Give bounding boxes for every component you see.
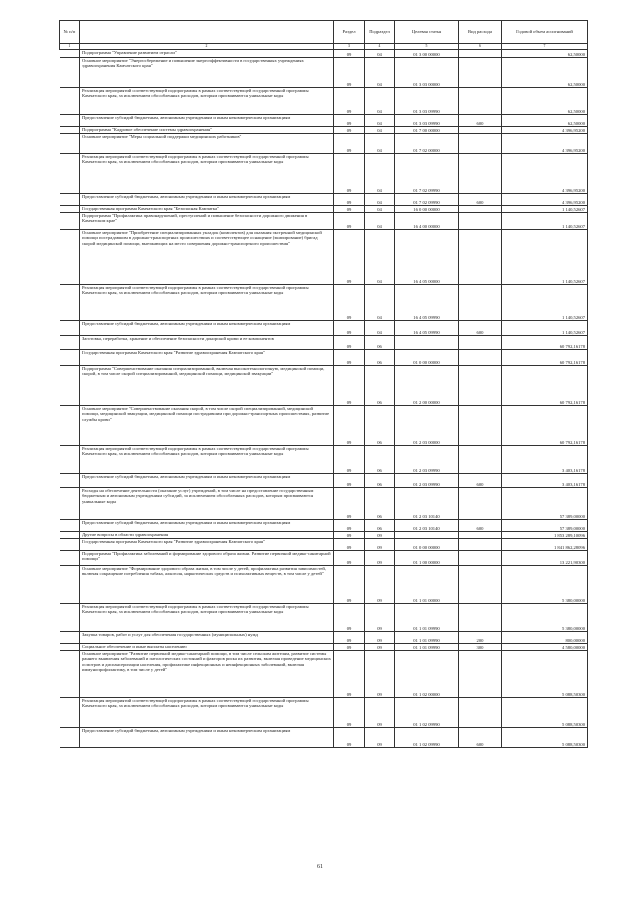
row-subsection: 04 <box>365 321 395 336</box>
row-section: 09 <box>334 488 365 520</box>
row-section: 09 <box>334 406 365 446</box>
budget-table-sheet <box>59 20 587 748</box>
row-expense-type <box>459 406 502 446</box>
row-section: 09 <box>334 728 365 748</box>
row-subsection: 06 <box>365 366 395 406</box>
row-subsection: 06 <box>365 520 395 532</box>
blank-cell <box>60 698 80 728</box>
row-target-article: 01 3 00 00000 <box>395 50 459 58</box>
header-number: № п/п <box>60 21 80 44</box>
table-row <box>60 50 588 58</box>
row-section: 09 <box>334 566 365 604</box>
row-amount: 3 403,16178 <box>502 446 588 474</box>
row-name: Реализация мероприятий соответствующей подпрограммы в рамках соответствующей государственной программы Камчатского края, за исключением обособленных расходов, которым присваиваются уникальные коды <box>80 698 334 728</box>
row-expense-type: 600 <box>459 728 502 748</box>
row-subsection: 04 <box>365 127 395 134</box>
row-subsection: 09 <box>365 632 395 644</box>
table-row <box>60 728 588 748</box>
table-row <box>60 58 588 88</box>
row-expense-type <box>459 154 502 194</box>
row-target-article: 01 3 03 09990 <box>395 115 459 127</box>
blank-cell <box>60 520 80 532</box>
row-expense-type <box>459 336 502 350</box>
row-target-article: 01 7 02 09990 <box>395 154 459 194</box>
row-expense-type <box>459 566 502 604</box>
table-row <box>60 488 588 520</box>
row-amount: 60 792,16178 <box>502 350 588 366</box>
row-expense-type <box>459 213 502 230</box>
row-section: 09 <box>334 551 365 566</box>
blank-cell <box>60 50 80 58</box>
row-target-article: 01 2 00 00000 <box>395 366 459 406</box>
row-amount: 1 841 862,28096 <box>502 539 588 551</box>
row-amount: 13 221,90300 <box>502 551 588 566</box>
row-subsection: 06 <box>365 336 395 350</box>
row-expense-type <box>459 488 502 520</box>
row-amount: 4 396,95200 <box>502 127 588 134</box>
blank-cell <box>60 230 80 285</box>
row-expense-type <box>459 134 502 154</box>
row-name: Основное мероприятие "Меры социальной поддержки медицинских работников" <box>80 134 334 154</box>
table-row <box>60 206 588 213</box>
row-subsection: 04 <box>365 58 395 88</box>
header-target-article: Целевая статья <box>395 21 459 44</box>
blank-cell <box>60 350 80 366</box>
row-target-article: 01 7 02 00000 <box>395 134 459 154</box>
row-amount: 60 792,16178 <box>502 406 588 446</box>
row-expense-type <box>459 532 502 539</box>
row-amount: 1 140,52607 <box>502 206 588 213</box>
blank-cell <box>60 134 80 154</box>
blank-cell <box>60 551 80 566</box>
row-target-article: 01 1 02 00000 <box>395 651 459 698</box>
row-amount: 5 380,00000 <box>502 604 588 632</box>
row-target-article: 01 1 02 09990 <box>395 728 459 748</box>
row-expense-type <box>459 230 502 285</box>
row-section: 09 <box>334 539 365 551</box>
table-row <box>60 127 588 134</box>
row-target-article: 01 1 01 09990 <box>395 644 459 651</box>
row-subsection: 06 <box>365 474 395 488</box>
blank-cell <box>60 539 80 551</box>
row-section: 09 <box>334 532 365 539</box>
blank-cell <box>60 366 80 406</box>
row-target-article: 01 2 03 10140 <box>395 488 459 520</box>
row-expense-type <box>459 604 502 632</box>
row-section: 09 <box>334 194 365 206</box>
row-target-article: 01 1 02 09990 <box>395 698 459 728</box>
row-amount: 1 140,52607 <box>502 285 588 321</box>
row-section: 09 <box>334 366 365 406</box>
row-name: Подпрограмма "Кадровое обеспечение системы здравоохранения" <box>80 127 334 134</box>
row-section: 09 <box>334 446 365 474</box>
row-section: 09 <box>334 134 365 154</box>
row-subsection: 06 <box>365 406 395 446</box>
row-target-article: 01 2 03 10140 <box>395 520 459 532</box>
budget-allocation-table <box>59 20 588 748</box>
row-subsection: 04 <box>365 285 395 321</box>
row-name: Социальное обеспечение и иные выплаты населению <box>80 644 334 651</box>
column-number: 7 <box>502 44 588 50</box>
page-number: 61 <box>317 864 323 870</box>
blank-cell <box>60 88 80 115</box>
row-target-article: 16 4 05 09990 <box>395 285 459 321</box>
row-name: Подпрограмма "Управление развитием отрасли" <box>80 50 334 58</box>
row-target-article: 01 3 03 09990 <box>395 88 459 115</box>
row-name: Основное мероприятие "Формирование здорового образа жизни, в том числе у детей, профилактика развития зависимостей, включая сокращение потребления табака, алкоголя, наркотических средств и психоактивных веществ, в том числе у детей" <box>80 566 334 604</box>
row-target-article: 16 4 05 09990 <box>395 321 459 336</box>
row-amount: 5 380,00000 <box>502 566 588 604</box>
row-name: Государственная программа Камчатского края "Безопасная Камчатка" <box>80 206 334 213</box>
row-name: Подпрограмма "Профилактика заболеваний и формирование здорового образа жизни. Развитие первичной медико-санитарной помощи" <box>80 551 334 566</box>
row-section: 09 <box>334 154 365 194</box>
blank-cell <box>60 285 80 321</box>
header-name <box>80 21 334 44</box>
row-section: 09 <box>334 604 365 632</box>
row-section: 09 <box>334 321 365 336</box>
row-subsection: 04 <box>365 154 395 194</box>
column-number: 1 <box>60 44 80 50</box>
column-number: 4 <box>365 44 395 50</box>
row-target-article: 01 7 02 09990 <box>395 194 459 206</box>
row-target-article: 01 1 01 09990 <box>395 632 459 644</box>
table-row <box>60 651 588 698</box>
row-target-article: 01 1 01 00000 <box>395 566 459 604</box>
row-section: 09 <box>334 644 365 651</box>
table-row <box>60 539 588 551</box>
table-row <box>60 474 588 488</box>
blank-cell <box>60 604 80 632</box>
row-amount: 5 088,50300 <box>502 698 588 728</box>
row-expense-type <box>459 698 502 728</box>
row-target-article: 01 1 01 09990 <box>395 604 459 632</box>
row-expense-type: 600 <box>459 520 502 532</box>
row-target-article: 01 1 00 00000 <box>395 551 459 566</box>
row-name: Предоставление субсидий бюджетным, автономным учреждениям и иным некоммерческим организациям <box>80 520 334 532</box>
header-subsection: Подраздел <box>365 21 395 44</box>
row-name: Реализация мероприятий соответствующей подпрограммы в рамках соответствующей государственной программы Камчатского края, за исключением обособленных расходов, которым присваиваются уникальные коды <box>80 154 334 194</box>
table-row <box>60 336 588 350</box>
row-expense-type: 600 <box>459 321 502 336</box>
blank-cell <box>60 206 80 213</box>
row-name: Подпрограмма "Профилактика правонарушений, преступлений и повышение безопасности дорожного движения в Камчатском крае" <box>80 213 334 230</box>
row-amount: 1 140,52607 <box>502 230 588 285</box>
row-expense-type <box>459 50 502 58</box>
row-name: Реализация мероприятий соответствующей подпрограммы в рамках соответствующей государственной программы Камчатского края, за исключением обособленных расходов, которым присваиваются уникальные коды <box>80 446 334 474</box>
table-row <box>60 115 588 127</box>
table-row <box>60 446 588 474</box>
row-amount: 62,50000 <box>502 58 588 88</box>
row-subsection: 04 <box>365 115 395 127</box>
row-amount: 62,50000 <box>502 115 588 127</box>
blank-cell <box>60 474 80 488</box>
row-expense-type <box>459 350 502 366</box>
row-expense-type: 600 <box>459 474 502 488</box>
row-name: Государственная программа Камчатского края "Развитие здравоохранения Камчатского края" <box>80 539 334 551</box>
row-section: 09 <box>334 115 365 127</box>
row-section: 09 <box>334 213 365 230</box>
blank-cell <box>60 127 80 134</box>
row-expense-type <box>459 651 502 698</box>
row-section: 09 <box>334 336 365 350</box>
row-section: 09 <box>334 474 365 488</box>
row-expense-type <box>459 366 502 406</box>
row-expense-type: 200 <box>459 632 502 644</box>
row-subsection: 04 <box>365 206 395 213</box>
row-amount: 60 792,16178 <box>502 366 588 406</box>
row-subsection: 06 <box>365 446 395 474</box>
row-target-article <box>395 336 459 350</box>
blank-cell <box>60 728 80 748</box>
row-section: 09 <box>334 88 365 115</box>
blank-cell <box>60 406 80 446</box>
column-number: 5 <box>395 44 459 50</box>
table-body <box>60 50 588 748</box>
blank-cell <box>60 532 80 539</box>
row-name: Основное мероприятие "Совершенствование оказания скорой, в том числе скорой специализированной, медицинской помощи, медицинской эвакуации, медицинской помощи пострадавшим при дорожно-транспортных происшествиях, развитие службы крови" <box>80 406 334 446</box>
row-section: 09 <box>334 651 365 698</box>
row-amount: 4 396,95200 <box>502 194 588 206</box>
row-section: 09 <box>334 350 365 366</box>
row-name: Основное мероприятие "Приобретение специализированных укладок (комплектов) для оказания экстренной медицинской помощи пострадавшим в дорожно-транспортных происшествиях и соответствующее оснащение (экипирование) бригад скорой медицинской помощи, выезжающих на место совершения дорожно-транспортного происшествия" <box>80 230 334 285</box>
table-row <box>60 698 588 728</box>
row-name: Основное мероприятие "Развитие первичной медико-санитарной помощи, в том числе сельским жителям, развитие системы раннего выявления заболеваний и патологических состояний и факторов риска их развития, включая проведение медицинских осмотров и диспансеризации населения, профилактике инфекционных и неинфекционных заболеваний, включая иммунопрофилактику, в том числе у детей" <box>80 651 334 698</box>
row-section: 09 <box>334 58 365 88</box>
row-amount: 5 088,50300 <box>502 651 588 698</box>
row-amount: 4 396,95200 <box>502 154 588 194</box>
blank-cell <box>60 115 80 127</box>
row-subsection: 09 <box>365 698 395 728</box>
row-name: Предоставление субсидий бюджетным, автономным учреждениям и иным некоммерческим организациям <box>80 474 334 488</box>
row-expense-type <box>459 58 502 88</box>
row-amount: 4 396,95200 <box>502 134 588 154</box>
row-subsection: 09 <box>365 728 395 748</box>
table-header-row <box>60 21 588 44</box>
row-subsection: 04 <box>365 230 395 285</box>
header-section: Раздел <box>334 21 365 44</box>
row-name: Предоставление субсидий бюджетным, автономным учреждениям и иным некоммерческим организациям <box>80 321 334 336</box>
row-subsection: 04 <box>365 88 395 115</box>
table-row <box>60 350 588 366</box>
row-amount: 57 389,00000 <box>502 520 588 532</box>
row-expense-type <box>459 446 502 474</box>
row-name: Основное мероприятие "Энергосбережение и повышение энергоэффективности в государственных учреждениях здравоохранения Камчатского края" <box>80 58 334 88</box>
row-name: Предоставление субсидий бюджетным, автономным учреждениям и иным некоммерческим организациям <box>80 194 334 206</box>
row-amount: 1 853 289,10096 <box>502 532 588 539</box>
row-subsection: 09 <box>365 532 395 539</box>
table-row <box>60 213 588 230</box>
row-name: Заготовка, переработка, хранение и обеспечение безопасности донорской крови и ее компонентов <box>80 336 334 350</box>
table-row <box>60 532 588 539</box>
table-row <box>60 406 588 446</box>
row-expense-type: 300 <box>459 644 502 651</box>
blank-cell <box>60 58 80 88</box>
table-row <box>60 644 588 651</box>
row-subsection: 09 <box>365 551 395 566</box>
row-name: Подпрограмма "Совершенствование оказания специализированной, включая высокотехнологичную, медицинской помощи, скорой, в том числе скорой специализированной, медицинской помощи, медицинской эвакуации" <box>80 366 334 406</box>
table-row <box>60 134 588 154</box>
row-subsection: 09 <box>365 566 395 604</box>
row-subsection: 06 <box>365 488 395 520</box>
table-row <box>60 366 588 406</box>
table-row <box>60 230 588 285</box>
row-expense-type <box>459 206 502 213</box>
table-row <box>60 551 588 566</box>
row-expense-type <box>459 539 502 551</box>
row-subsection: 04 <box>365 194 395 206</box>
row-section: 09 <box>334 127 365 134</box>
row-section: 09 <box>334 698 365 728</box>
row-amount: 62,50000 <box>502 50 588 58</box>
row-expense-type: 600 <box>459 115 502 127</box>
table-row <box>60 154 588 194</box>
row-expense-type <box>459 285 502 321</box>
row-subsection: 09 <box>365 604 395 632</box>
row-subsection: 04 <box>365 213 395 230</box>
row-name: Предоставление субсидий бюджетным, автономным учреждениям и иным некоммерческим организациям <box>80 115 334 127</box>
row-target-article <box>395 532 459 539</box>
row-target-article: 16 0 00 00000 <box>395 206 459 213</box>
row-name: Предоставление субсидий бюджетным, автономным учреждениям и иным некоммерческим организациям <box>80 728 334 748</box>
table-row <box>60 520 588 532</box>
row-amount: 1 140,52607 <box>502 321 588 336</box>
row-subsection: 04 <box>365 50 395 58</box>
blank-cell <box>60 651 80 698</box>
column-number: 2 <box>80 44 334 50</box>
row-target-article: 01 2 03 00000 <box>395 406 459 446</box>
row-expense-type <box>459 551 502 566</box>
row-section: 09 <box>334 206 365 213</box>
row-section: 09 <box>334 285 365 321</box>
row-name: Закупка товаров, работ и услуг для обеспечения государственных (муниципальных) нужд <box>80 632 334 644</box>
blank-cell <box>60 213 80 230</box>
table-row <box>60 285 588 321</box>
table-row <box>60 321 588 336</box>
row-name: Другие вопросы в области здравоохранения <box>80 532 334 539</box>
blank-cell <box>60 336 80 350</box>
column-number: 3 <box>334 44 365 50</box>
row-name: Реализация мероприятий соответствующей подпрограммы в рамках соответствующей государственной программы Камчатского края, за исключением обособленных расходов, которым присваиваются уникальные коды <box>80 88 334 115</box>
table-row <box>60 604 588 632</box>
row-amount: 800,00000 <box>502 632 588 644</box>
table-row <box>60 566 588 604</box>
row-subsection: 06 <box>365 350 395 366</box>
row-target-article: 01 7 00 00000 <box>395 127 459 134</box>
row-amount: 3 403,16178 <box>502 474 588 488</box>
blank-cell <box>60 644 80 651</box>
row-subsection: 09 <box>365 539 395 551</box>
column-number: 6 <box>459 44 502 50</box>
row-amount: 57 389,00000 <box>502 488 588 520</box>
row-subsection: 04 <box>365 134 395 154</box>
row-expense-type: 600 <box>459 194 502 206</box>
row-target-article: 01 2 03 09990 <box>395 446 459 474</box>
row-name: Государственная программа Камчатского края "Развитие здравоохранения Камчатского края" <box>80 350 334 366</box>
row-expense-type <box>459 88 502 115</box>
blank-cell <box>60 566 80 604</box>
table-row <box>60 88 588 115</box>
blank-cell <box>60 154 80 194</box>
row-name: Расходы на обеспечение деятельности (оказание услуг) учреждений, в том числе на предоставление государственным бюджетным и автономным учреждениям субсидий, за исключением обособленных расходов, которым присваиваются уникальные коды <box>80 488 334 520</box>
row-amount: 4 580,00000 <box>502 644 588 651</box>
blank-cell <box>60 321 80 336</box>
row-target-article: 01 0 00 00000 <box>395 350 459 366</box>
blank-cell <box>60 632 80 644</box>
row-section: 09 <box>334 520 365 532</box>
row-section: 09 <box>334 632 365 644</box>
row-target-article: 16 4 00 00000 <box>395 213 459 230</box>
blank-cell <box>60 488 80 520</box>
row-amount: 1 140,52607 <box>502 213 588 230</box>
header-annual-amount: Годовой объем ассигнований <box>502 21 588 44</box>
row-amount: 60 792,16178 <box>502 336 588 350</box>
row-subsection: 09 <box>365 644 395 651</box>
row-target-article: 01 0 00 00000 <box>395 539 459 551</box>
row-section: 09 <box>334 230 365 285</box>
blank-cell <box>60 194 80 206</box>
row-name: Реализация мероприятий соответствующей подпрограммы в рамках соответствующей государственной программы Камчатского края, за исключением обособленных расходов, которым присваиваются уникальные коды <box>80 604 334 632</box>
row-target-article: 16 4 05 00000 <box>395 230 459 285</box>
table-row <box>60 632 588 644</box>
row-target-article: 01 3 03 00000 <box>395 58 459 88</box>
row-amount: 62,50000 <box>502 88 588 115</box>
row-target-article: 01 2 03 09990 <box>395 474 459 488</box>
header-expense-type: Вид расхода <box>459 21 502 44</box>
row-section: 09 <box>334 50 365 58</box>
row-name: Реализация мероприятий соответствующей подпрограммы в рамках соответствующей государственной программы Камчатского края, за исключением обособленных расходов, которым присваиваются уникальные коды <box>80 285 334 321</box>
blank-cell <box>60 446 80 474</box>
row-amount: 5 088,50300 <box>502 728 588 748</box>
row-subsection: 09 <box>365 651 395 698</box>
row-expense-type <box>459 127 502 134</box>
table-row <box>60 194 588 206</box>
